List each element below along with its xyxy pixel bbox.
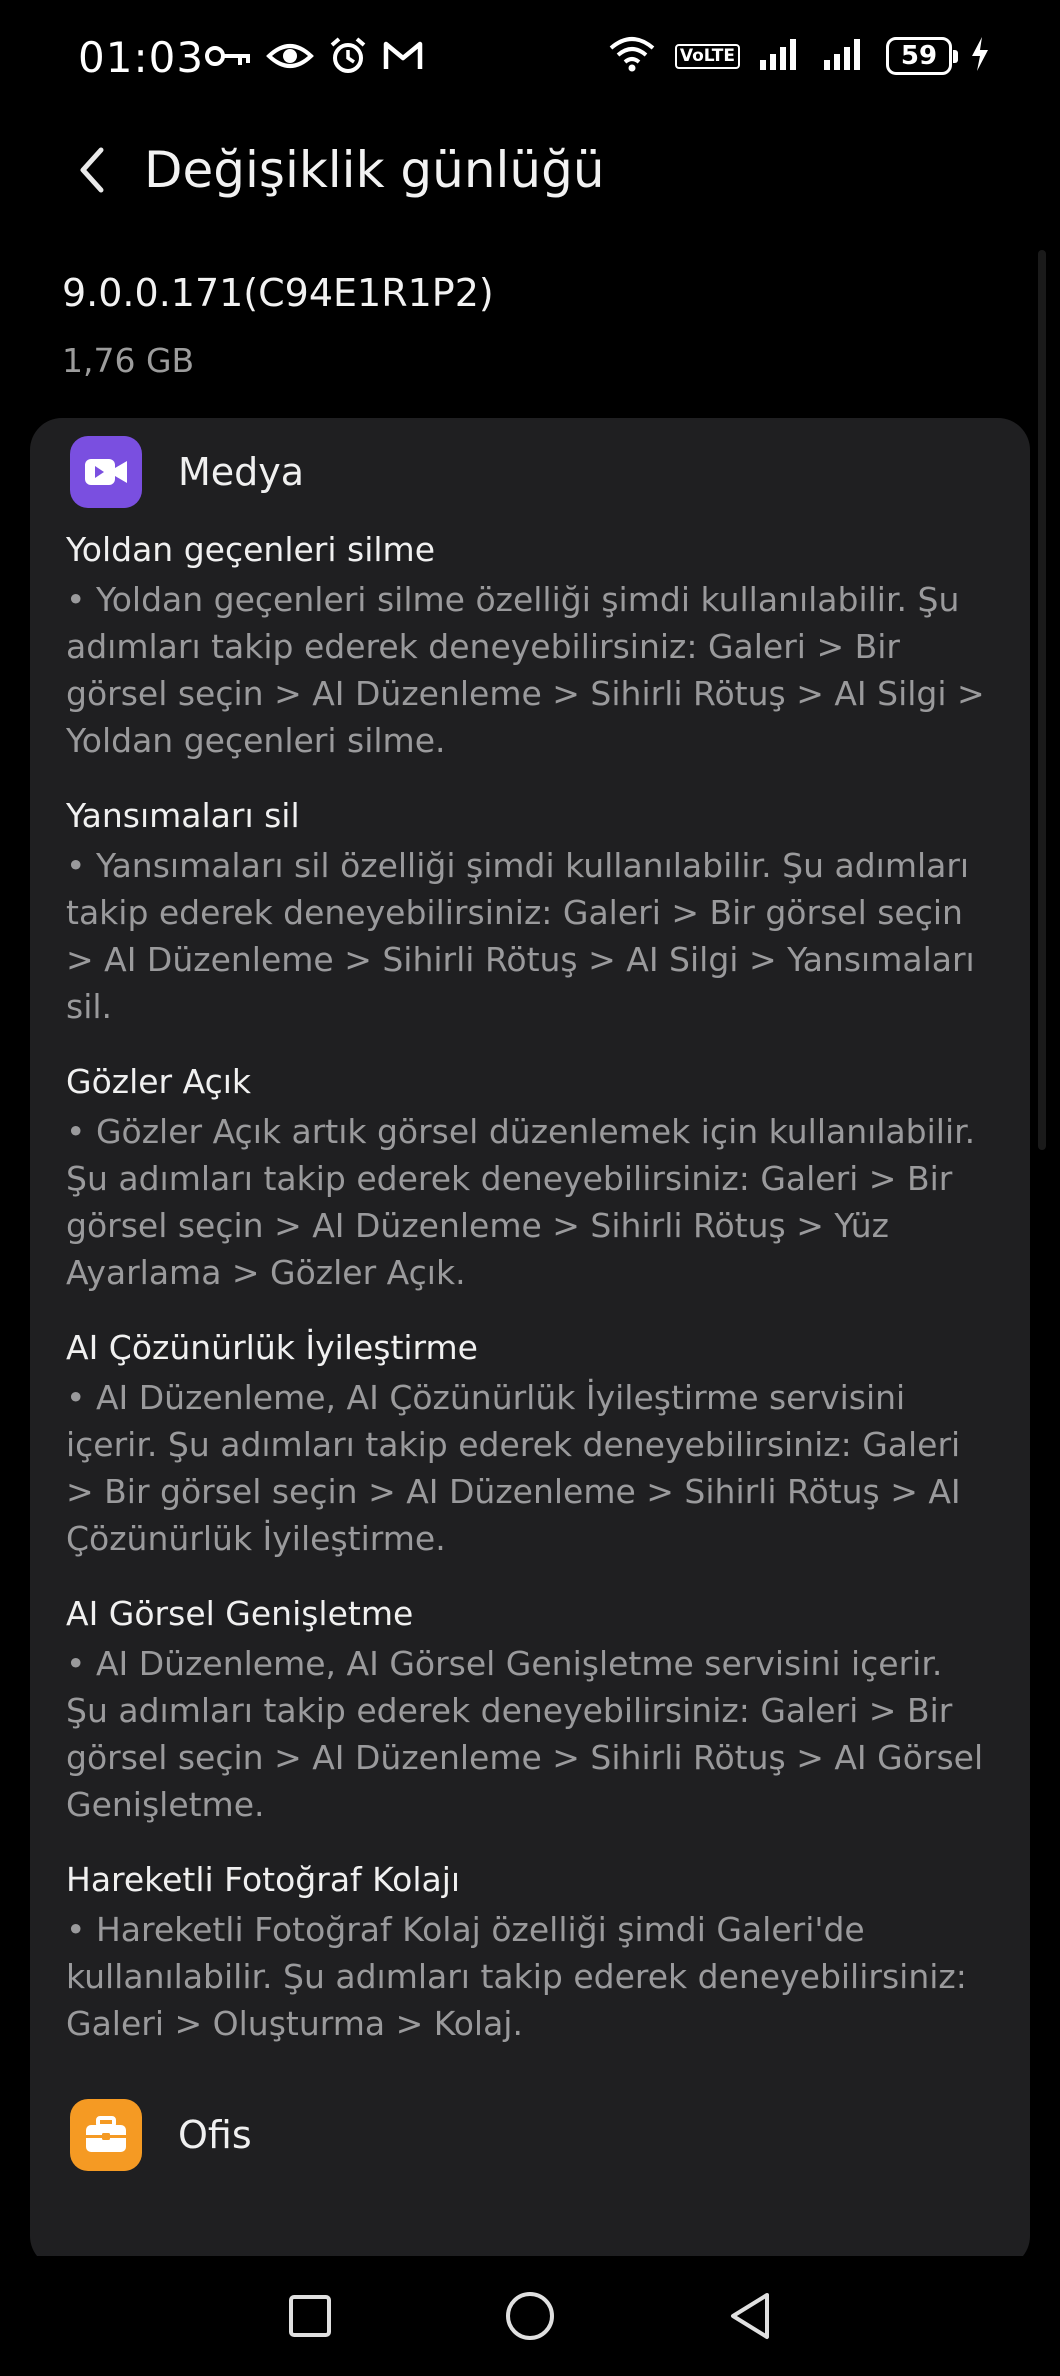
item-title: AI Çözünürlük İyileştirme — [66, 1328, 478, 1367]
triangle-back-icon — [727, 2291, 773, 2341]
status-right-icons — [607, 34, 990, 78]
category-title: Ofis — [178, 2113, 252, 2157]
list-item — [66, 1324, 994, 1562]
gmail-icon — [382, 39, 424, 77]
navigation-bar — [0, 2256, 1060, 2376]
item-title: Hareketli Fotoğraf Kolajı — [66, 1860, 461, 1899]
list-item — [66, 1856, 994, 2047]
category-title: Medya — [178, 450, 305, 494]
square-icon — [288, 2294, 332, 2338]
item-desc: • Yoldan geçenleri silme özelliği şimdi kullanılabilir. Şu adımları takip ederek deneyebilirsiniz: Galeri > Bir görsel seçin > AI Düzenleme > Sihirli Rötuş > AI Silgi > Yoldan geçenleri silme. — [66, 580, 985, 760]
item-title: AI Görsel Genişletme — [66, 1594, 414, 1633]
list-item — [66, 792, 994, 1030]
wifi-icon — [607, 34, 657, 78]
version-size: 1,76 GB — [62, 341, 195, 380]
back-nav-button[interactable] — [718, 2284, 782, 2348]
status-time: 01:03 — [78, 33, 205, 82]
item-desc: • AI Düzenleme, AI Çözünürlük İyileştirme servisini içerir. Şu adımları takip ederek deneyebilirsiniz: Galeri > Bir görsel seçin > AI Düzenleme > Sihirli Rötuş > AI Çözünürlük İyileştirme. — [66, 1378, 961, 1558]
list-item — [66, 1590, 994, 1828]
item-title: Gözler Açık — [66, 1062, 252, 1101]
list-item — [66, 526, 994, 764]
scrollbar[interactable] — [1038, 250, 1046, 1150]
briefcase-icon — [70, 2099, 142, 2171]
status-bar — [0, 0, 1060, 118]
changelog-card[interactable] — [30, 418, 1030, 2268]
item-desc: • Gözler Açık artık görsel düzenlemek için kullanılabilir. Şu adımları takip ederek deneyebilirsiniz: Galeri > Bir görsel seçin > AI Düzenleme > Sihirli Rötuş > Yüz Ayarlama > Gözler Açık. — [66, 1112, 976, 1292]
item-desc: • Yansımaları sil özelliği şimdi kullanılabilir. Şu adımları takip ederek deneyebilirsiniz: Galeri > Bir görsel seçin > AI Düzenleme > Sihirli Rötuş > AI Silgi > Yansımaları sil. — [66, 846, 975, 1026]
signal-2-icon — [822, 36, 868, 76]
recents-button[interactable] — [278, 2284, 342, 2348]
page-title: Değişiklik günlüğü — [144, 141, 605, 199]
item-desc: • AI Düzenleme, AI Görsel Genişletme servisini içerir. Şu adımları takip ederek deneyebilirsiniz: Galeri > Bir görsel seçin > AI Düzenleme > Sihirli Rötuş > AI Görsel Genişletme. — [66, 1644, 984, 1824]
back-button[interactable] — [62, 140, 122, 200]
battery-icon: 59 — [886, 37, 952, 75]
item-title: Yansımaları sil — [66, 796, 300, 835]
circle-icon — [504, 2290, 556, 2342]
charging-icon — [970, 36, 990, 76]
list-item — [66, 1058, 994, 1296]
alarm-icon — [328, 36, 368, 80]
home-button[interactable] — [498, 2284, 562, 2348]
category-medya — [70, 418, 1030, 526]
app-header — [0, 118, 1060, 224]
status-left-icons — [204, 36, 424, 80]
key-icon — [204, 41, 252, 75]
chevron-left-icon — [77, 146, 107, 194]
volte-icon: VoLTE — [675, 44, 740, 69]
signal-1-icon — [758, 36, 804, 76]
eye-icon — [266, 40, 314, 76]
changelog-items — [30, 526, 1030, 2047]
version-name: 9.0.0.171(C94E1R1P2) — [62, 271, 494, 315]
video-camera-icon — [70, 436, 142, 508]
item-title: Yoldan geçenleri silme — [66, 530, 435, 569]
category-ofis — [70, 2081, 1030, 2189]
item-desc: • Hareketli Fotoğraf Kolaj özelliği şimdi Galeri'de kullanılabilir. Şu adımları takip ederek deneyebilirsiniz: Galeri > Oluşturma > Kolaj. — [66, 1910, 967, 2043]
